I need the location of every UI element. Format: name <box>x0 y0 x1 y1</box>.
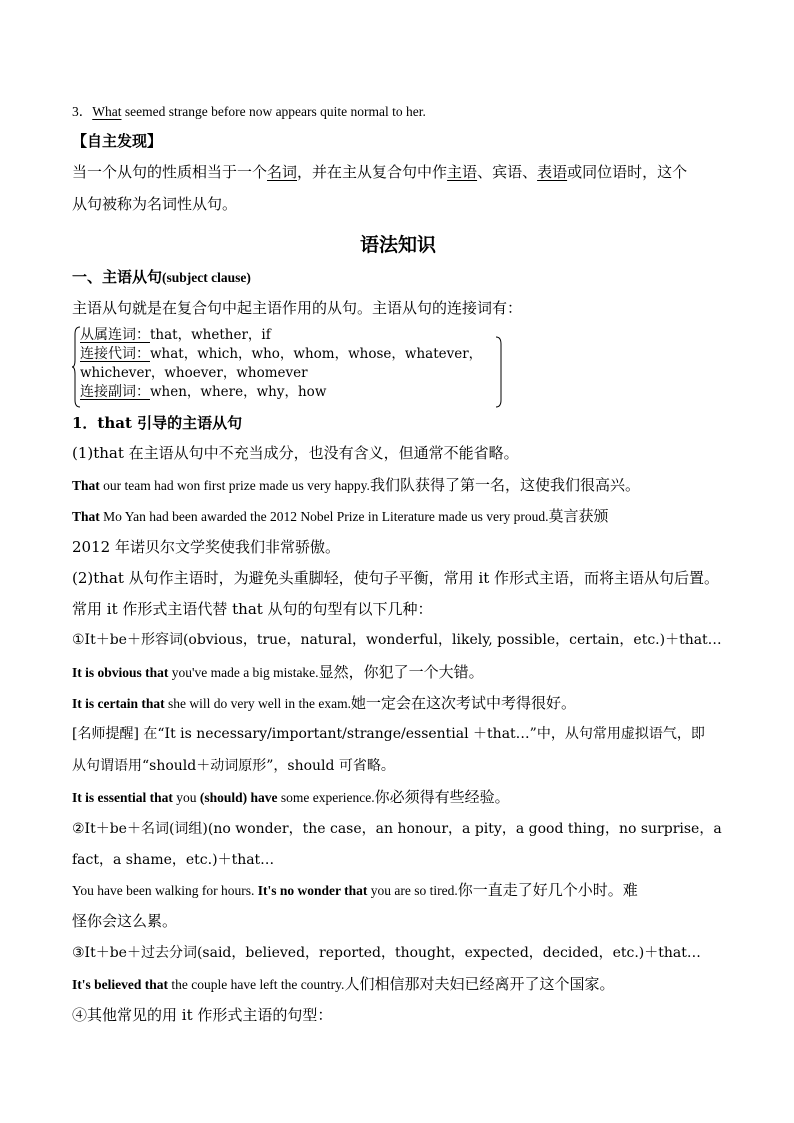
example-essential <box>72 787 510 808</box>
label: 连接代词： <box>80 346 150 362</box>
text: 或同位语时，这个 <box>567 163 688 181</box>
bold-lead: It is certain that <box>72 696 165 711</box>
chinese-translation: 她一定会在这次考试中考得很好。 <box>350 694 576 712</box>
example-that-1 <box>72 475 640 496</box>
english-text: you are so tired. <box>367 883 458 898</box>
connective-pronouns-cont: whichever，whoever，whomever <box>80 365 308 381</box>
bold-lead: It's believed that <box>72 977 168 992</box>
note-1: (1)that 在主语从句中不充当成分，也没有含义，但通常不能省略。 <box>72 444 519 462</box>
item-number: 3． <box>72 104 93 119</box>
english-text: you've made a big mistake. <box>168 665 319 680</box>
example-certain <box>72 693 576 714</box>
tip-text: 在“It is necessary/important/strange/essential ＋that…”中，从句常用虚拟语气，即 <box>143 726 705 742</box>
subject-clause-intro: 主语从句就是在复合句中起主语作用的从句。主语从句的连接词有： <box>72 299 523 317</box>
note-2-line-2: 常用 it 作形式主语代替 that 从句的句型有以下几种： <box>72 600 433 618</box>
underlined-term-noun: 名词 <box>267 163 298 181</box>
example-believed <box>72 974 614 995</box>
bold-verb: (should) have <box>199 790 278 805</box>
bold-lead: It is obvious that <box>72 665 169 680</box>
chinese-translation: 你一直走了好几个小时。难 <box>457 881 638 899</box>
that-clause-heading: 1．that 引导的主语从句 <box>72 414 243 432</box>
bold-lead: It's no wonder that <box>257 883 368 898</box>
pattern-3: ③It＋be＋过去分词(said，believed，reported，thought，expected，decided，etc.)＋that… <box>72 945 701 961</box>
heading-zh: 一、主语从句 <box>72 268 163 286</box>
chinese-translation: 我们队获得了第一名，这使我们很高兴。 <box>369 476 640 494</box>
pattern-4: ④其他常见的用 it 作形式主语的句型： <box>72 1006 333 1024</box>
words: what，which，who，whom，whose，whatever， <box>150 346 483 362</box>
subordinating-conjunctions <box>80 326 271 344</box>
right-brace-icon <box>494 336 504 408</box>
bold-lead: That <box>72 509 100 524</box>
sentence-text: seemed strange before now appears quite normal to her. <box>121 104 426 119</box>
bold-lead: It is essential that <box>72 790 173 805</box>
underlined-word: What <box>92 104 122 119</box>
connective-adverbs <box>80 383 326 401</box>
chinese-translation: 莫言获颁 <box>548 507 609 525</box>
english-text: you <box>172 790 200 805</box>
example-no-wonder-cont: 怪你会这么累。 <box>72 912 178 930</box>
discover-line-2: 从句被称为名词性从句。 <box>72 195 238 213</box>
pattern-2-line-2: fact，a shame，etc.)＋that… <box>72 852 275 868</box>
english-text: the couple have left the country. <box>168 977 345 992</box>
teacher-tip-line-1 <box>72 724 705 744</box>
chinese-translation: 你必须得有些经验。 <box>374 788 510 806</box>
english-text: You have been walking for hours. <box>72 883 258 898</box>
words: when，where，why，how <box>150 384 327 400</box>
connectives-bracket <box>72 326 502 408</box>
underlined-term-subject: 主语 <box>447 163 478 181</box>
discover-title: 【自主发现】 <box>72 132 163 150</box>
example-that-2-cont: 2012 年诺贝尔文学奖使我们非常骄傲。 <box>72 538 340 556</box>
note-2-line-1: (2)that 从句作主语时，为避免头重脚轻，使句子平衡，常用 it 作形式主语，而将主语从句后置。 <box>72 569 720 587</box>
label: 从属连词： <box>80 327 150 343</box>
example-sentence-3 <box>72 102 426 122</box>
tip-label: [名师提醒] <box>72 726 139 742</box>
english-text: some experience. <box>277 790 375 805</box>
english-text: she will do very well in the exam. <box>164 696 351 711</box>
text: ，并在主从复合句中作 <box>297 163 448 181</box>
underlined-term-predicative: 表语 <box>537 163 568 181</box>
example-no-wonder <box>72 880 638 901</box>
words: that，whether，if <box>150 327 271 343</box>
chinese-translation: 人们相信那对夫妇已经离开了这个国家。 <box>344 975 615 993</box>
example-that-2 <box>72 506 609 527</box>
english-text: Mo Yan had been awarded the 2012 Nobel Prize in Literature made us very proud. <box>99 509 549 524</box>
pattern-1: ①It＋be＋形容词(obvious，true，natural，wonderful，likely, possible，certain，etc.)＋that… <box>72 632 722 648</box>
teacher-tip-line-2: 从句谓语用“should＋动词原形”，should 可省略。 <box>72 758 395 774</box>
chinese-translation: 显然，你犯了一个大错。 <box>318 663 484 681</box>
text: 、宾语、 <box>477 163 538 181</box>
subject-clause-heading <box>72 267 251 288</box>
connective-pronouns <box>80 345 482 363</box>
label: 连接副词： <box>80 384 150 400</box>
bold-lead: That <box>72 478 100 493</box>
section-title: 语法知识 <box>359 234 436 256</box>
discover-line-1 <box>72 162 687 182</box>
text: 当一个从句的性质相当于一个 <box>72 163 268 181</box>
english-text: our team had won first prize made us very happy. <box>99 478 370 493</box>
example-obvious <box>72 662 484 683</box>
pattern-2-line-1: ②It＋be＋名词(词组)(no wonder，the case，an honour，a pity，a good thing，no surprise，a <box>72 821 722 837</box>
heading-en: (subject clause) <box>162 270 251 285</box>
